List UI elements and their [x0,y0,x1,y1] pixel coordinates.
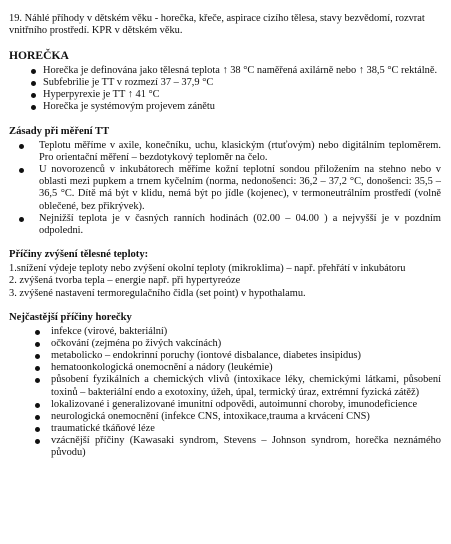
fever-item [31,77,441,89]
causes-rise-heading: Příčiny zvýšení tělesné teploty: [9,248,149,260]
document-page [9,13,441,471]
bullet-icon [35,439,40,444]
bullet-icon [35,403,40,408]
common-cause-text: působení fyzikálních a chemických vlivů (intoxikace léky, chemickými látkami, působení toxinů – bakteriální endo a exotoxiny, úžeh, úpal, termický úraz, extrémní fyzická zátěž) [51,374,441,398]
fever-item-text: Horečka je definována jako tělesná teplota ↑ 38 °C naměřená axilárně nebo ↑ 38,5 °C rektálně. [43,65,438,77]
bullet-icon [35,354,40,359]
common-cause-item [33,374,441,398]
common-cause-text: traumatické tkáňové léze [51,422,155,434]
causes-rise-item: 1.snížení výdeje teploty nebo zvýšení okolní teploty (mikroklima) – např. přehřátí v inkubátoru [9,263,406,275]
common-cause-item [33,326,441,338]
common-cause-text: očkování (zejména po živých vakcínách) [51,338,222,350]
measurement-item [15,164,441,212]
measurement-section [9,126,441,237]
bullet-icon [31,105,36,110]
fever-item-text: Horečka je systémovým projevem zánětu [43,101,215,113]
bullet-icon [35,378,40,383]
common-cause-item [33,399,441,411]
document-title: 19. Náhlé příhody v dětském věku - horečka, křeče, aspirace cizího tělesa, stavy bezvědomí, rozvrat vnitřního prostředí. KPR v dětském věku. [9,13,425,37]
measurement-item-text: U novorozenců v inkubátorech měříme kožní teplotní sondou přiložením na stehno nebo v oblasti mezi pupkem a trnem kyčelním (norma, nedonošenci: 36,2 – 37,2 °C, donošenci: 35,5 – 36,5 °C. Dítě má být v klidu, nemá být po jídle (kojenec), v termoneutrálním prostředí (volně oblečené, bez přikrývek). [39,164,441,212]
fever-item [31,65,441,77]
bullet-icon [35,342,40,347]
bullet-icon [19,217,24,222]
common-causes-list [9,326,441,459]
bullet-icon [31,81,36,86]
measurement-item-text: Nejnižší teplota je v časných ranních hodinách (02.00 – 04.00 ) a nejvyšší je v pozdním odpoledni. [39,212,441,236]
bullet-icon [19,144,24,149]
causes-rise-item: 3. zvýšené nastavení termoregulačního čidla (set point) v hypothalamu. [9,287,306,299]
bullet-icon [35,427,40,432]
fever-section [9,49,441,113]
common-cause-text: infekce (virové, bakteriální) [51,326,168,338]
measurement-list [9,140,441,237]
fever-heading: HOREČKA [9,49,69,63]
common-cause-item [33,350,441,362]
common-cause-text: neurologická onemocnění (infekce CNS, intoxikace,trauma a krvácení CNS) [51,410,370,422]
causes-rise-list [9,263,441,299]
common-cause-item [33,411,441,423]
causes-rise-item: 2. zvýšená tvorba tepla – energie např. při hypertyreóze [9,275,241,287]
common-cause-text: lokalizované i generalizované imunitní odpovědi, autoimunní choroby, imunodeficience [51,398,418,410]
measurement-item [15,140,441,164]
measurement-item-text: Teplotu měříme v axile, konečníku, uchu, klasickým (rtuťovým) nebo digitálním teploměrem. Pro orientační měření – bezdotykový teploměr na čelo. [39,140,441,164]
bullet-icon [31,69,36,74]
bullet-icon [35,415,40,420]
common-cause-item [33,423,441,435]
common-cause-text: metabolicko – endokrinní poruchy (iontové disbalance, diabetes insipidus) [51,350,361,362]
fever-list [9,65,441,113]
fever-item [31,89,441,101]
fever-item-text: Subfebrilie je TT v rozmezí 37 – 37,9 °C [43,77,214,89]
bullet-icon [35,330,40,335]
common-cause-item [33,338,441,350]
fever-item-text: Hyperpyrexie je TT ↑ 41 °C [43,89,160,101]
bullet-icon [19,168,24,173]
bullet-icon [31,93,36,98]
common-causes-heading: Nejčastější příčiny horečky [9,311,132,323]
measurement-item [15,213,441,237]
fever-item [31,101,441,113]
common-cause-item [33,362,441,374]
common-causes-section [9,312,441,460]
causes-rise-section [9,249,441,300]
measurement-heading: Zásady při měření TT [9,125,110,137]
common-cause-item [33,435,441,459]
bullet-icon [35,366,40,371]
common-cause-text: vzácnější příčiny (Kawasaki syndrom, Stevens – Johnson syndrom, horečka neznámého původu) [51,434,441,459]
common-cause-text: hematoonkologická onemocnění a nádory (leukémie) [51,362,273,374]
